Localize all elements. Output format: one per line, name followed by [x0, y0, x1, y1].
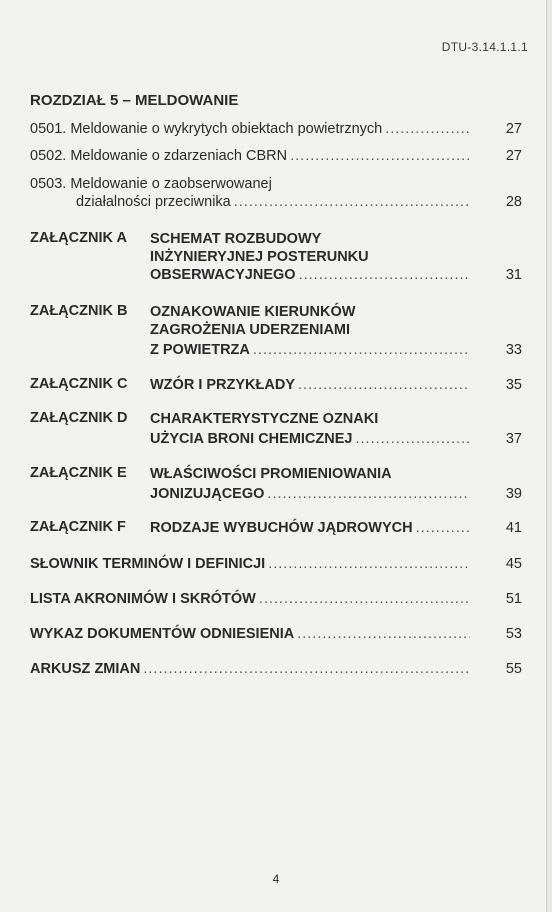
annex-a-title-3: OBSERWACYJNEGO — [150, 267, 296, 283]
leader-dots — [416, 519, 470, 537]
annex-b-tag[interactable]: ZAŁĄCZNIK B — [30, 303, 128, 319]
annex-d-tag[interactable]: ZAŁĄCZNIK D — [30, 410, 128, 426]
toc-page-number: 33 — [505, 342, 522, 358]
toc-page-number: 51 — [505, 591, 522, 607]
toc-entry-0501[interactable] — [30, 120, 522, 138]
toc-entry-0503-line1[interactable]: 0503. Meldowanie o zaobserwowanej — [30, 176, 272, 192]
annex-f-tag[interactable]: ZAŁĄCZNIK F — [30, 519, 126, 535]
toc-page-number: 53 — [505, 626, 522, 642]
annex-a-entry[interactable] — [150, 266, 522, 284]
toc-page-number: 35 — [505, 377, 522, 393]
leader-dots — [290, 147, 470, 165]
toc-entry-change-sheet[interactable] — [30, 660, 522, 678]
page-edge — [546, 0, 552, 912]
leader-dots — [355, 430, 470, 448]
leader-dots — [268, 555, 470, 573]
toc-entry-label: 0502. Meldowanie o zdarzeniach CBRN — [30, 148, 288, 164]
annex-b-title-2[interactable]: ZAGROŻENIA UDERZENIAMI — [150, 322, 351, 338]
annex-d-entry[interactable] — [150, 430, 522, 448]
page-number: 4 — [272, 872, 280, 886]
annex-c-entry[interactable] — [150, 376, 522, 394]
toc-entry-label: działalności przeciwnika — [76, 194, 231, 210]
annex-e-tag[interactable]: ZAŁĄCZNIK E — [30, 465, 127, 481]
toc-page-number: 28 — [505, 194, 522, 210]
toc-page-number: 41 — [505, 520, 522, 536]
annex-a-title-1[interactable]: SCHEMAT ROZBUDOWY — [150, 231, 322, 247]
annex-e-title-1[interactable]: WŁAŚCIWOŚCI PROMIENIOWANIA — [150, 466, 392, 482]
leader-dots — [298, 376, 470, 394]
leader-dots — [297, 625, 470, 643]
leader-dots — [234, 193, 470, 211]
toc-page-number: 39 — [505, 486, 522, 502]
annex-b-entry[interactable] — [150, 341, 522, 359]
toc-entry-label: 0501. Meldowanie o wykrytych obiektach powietrznych — [30, 121, 383, 137]
toc-entry-0502[interactable] — [30, 147, 522, 165]
document-id: DTU-3.14.1.1.1 — [441, 40, 528, 54]
leader-dots — [385, 120, 470, 138]
toc-entry-references[interactable] — [30, 625, 522, 643]
annex-e-entry[interactable] — [150, 485, 522, 503]
toc-entry-0503[interactable] — [76, 193, 522, 211]
annex-a-title-2[interactable]: INŻYNIERYJNEJ POSTERUNKU — [150, 249, 369, 265]
annex-f-title-1: RODZAJE WYBUCHÓW JĄDROWYCH — [150, 520, 413, 536]
leader-dots — [143, 660, 470, 678]
leader-dots — [299, 266, 470, 284]
toc-page-number: 27 — [505, 121, 522, 137]
annex-b-title-3: Z POWIETRZA — [150, 342, 250, 358]
toc-entry-glossary[interactable] — [30, 555, 522, 573]
leader-dots — [267, 485, 470, 503]
toc-entry-label: WYKAZ DOKUMENTÓW ODNIESIENIA — [30, 626, 295, 642]
annex-d-title-2: UŻYCIA BRONI CHEMICZNEJ — [150, 431, 353, 447]
annex-b-title-1[interactable]: OZNAKOWANIE KIERUNKÓW — [150, 304, 356, 320]
toc-entry-acronyms[interactable] — [30, 590, 522, 608]
toc-page-number: 27 — [505, 148, 522, 164]
annex-f-entry[interactable] — [150, 519, 522, 537]
toc-page-number: 45 — [505, 556, 522, 572]
toc-page-number: 37 — [505, 431, 522, 447]
toc-entry-label: ARKUSZ ZMIAN — [30, 661, 141, 677]
annex-c-tag[interactable]: ZAŁĄCZNIK C — [30, 376, 128, 392]
toc-page-number: 55 — [505, 661, 522, 677]
leader-dots — [259, 590, 470, 608]
annex-d-title-1[interactable]: CHARAKTERYSTYCZNE OZNAKI — [150, 411, 379, 427]
annex-a-tag[interactable]: ZAŁĄCZNIK A — [30, 230, 127, 246]
toc-page-number: 31 — [505, 267, 522, 283]
toc-entry-label: SŁOWNIK TERMINÓW I DEFINICJI — [30, 556, 266, 572]
annex-c-title-1: WZÓR I PRZYKŁADY — [150, 377, 295, 393]
leader-dots — [253, 341, 470, 359]
chapter-title: ROZDZIAŁ 5 – MELDOWANIE — [30, 92, 239, 109]
toc-entry-label: LISTA AKRONIMÓW I SKRÓTÓW — [30, 591, 256, 607]
annex-e-title-2: JONIZUJĄCEGO — [150, 486, 265, 502]
